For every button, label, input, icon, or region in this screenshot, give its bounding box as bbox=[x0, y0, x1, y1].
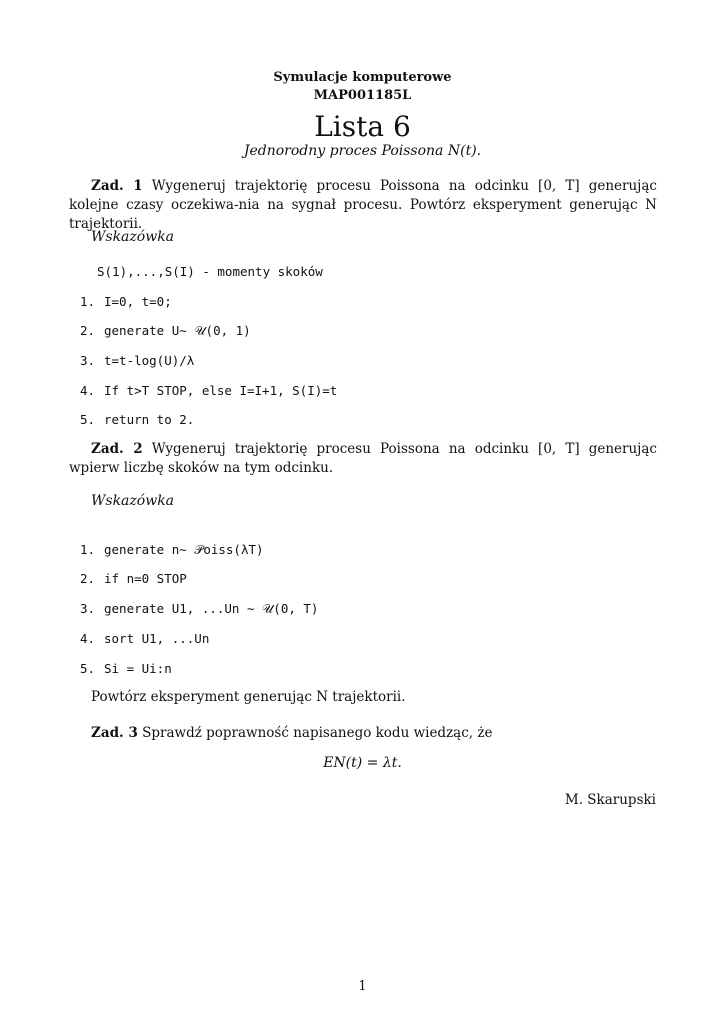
page-number: 1 bbox=[358, 979, 367, 994]
zad2-after: Powtórz eksperyment generując N trajektorii. bbox=[91, 689, 406, 705]
zad1-step: 1. I=0, t=0; bbox=[80, 294, 172, 309]
zad2-step: 1. generate n∼ 𝒫oiss(λT) bbox=[80, 542, 264, 557]
zad1-step: 3. t=t-log(U)/λ bbox=[80, 353, 195, 368]
zad2-step: 2. if n=0 STOP bbox=[80, 571, 187, 586]
course-name: Symulacje komputerowe bbox=[273, 70, 452, 85]
author: M. Skarupski bbox=[564, 792, 656, 808]
page-title: Lista 6 bbox=[314, 110, 411, 143]
zad2-step: 3. generate U1, ...Un ∼ 𝒰(0, T) bbox=[80, 601, 319, 616]
zad1-step: 5. return to 2. bbox=[80, 412, 195, 427]
zad2-paragraph bbox=[69, 440, 657, 478]
zad2-step: 5. Si = Ui:n bbox=[80, 661, 172, 676]
zad2-label: Zad. 2 bbox=[91, 441, 143, 457]
zad1-text: Wygeneruj trajektorię procesu Poissona na odcinku [0, T] generując kolejne czasy oczekiwa-nia na sygnał procesu. Powtórz eksperyment generując N trajektorii. bbox=[69, 178, 657, 232]
zad1-hint: Wskazówka bbox=[91, 229, 175, 245]
zad3-paragraph bbox=[69, 724, 657, 743]
zad1-step: 4. If t>T STOP, else I=I+1, S(I)=t bbox=[80, 383, 338, 398]
zad3-formula: EN(t) = λt. bbox=[323, 755, 402, 771]
zad1-step: 2. generate U∼ 𝒰(0, 1) bbox=[80, 323, 251, 338]
page-subtitle: Jednorodny proces Poissona N(t). bbox=[243, 143, 482, 159]
course-code: MAP001185L bbox=[313, 88, 412, 103]
zad1-code-line: S(1),...,S(I) - momenty skoków bbox=[97, 264, 323, 279]
zad2-text: Wygeneruj trajektorię procesu Poissona na odcinku [0, T] generując wpierw liczbę skoków na tym odcinku. bbox=[69, 441, 657, 476]
zad3-label: Zad. 3 bbox=[91, 725, 138, 741]
zad3-text: Sprawdź poprawność napisanego kodu wiedząc, że bbox=[142, 725, 493, 741]
zad2-hint: Wskazówka bbox=[91, 493, 175, 509]
zad2-step: 4. sort U1, ...Un bbox=[80, 631, 210, 646]
zad1-label: Zad. 1 bbox=[91, 178, 143, 194]
zad1-paragraph bbox=[69, 177, 657, 234]
